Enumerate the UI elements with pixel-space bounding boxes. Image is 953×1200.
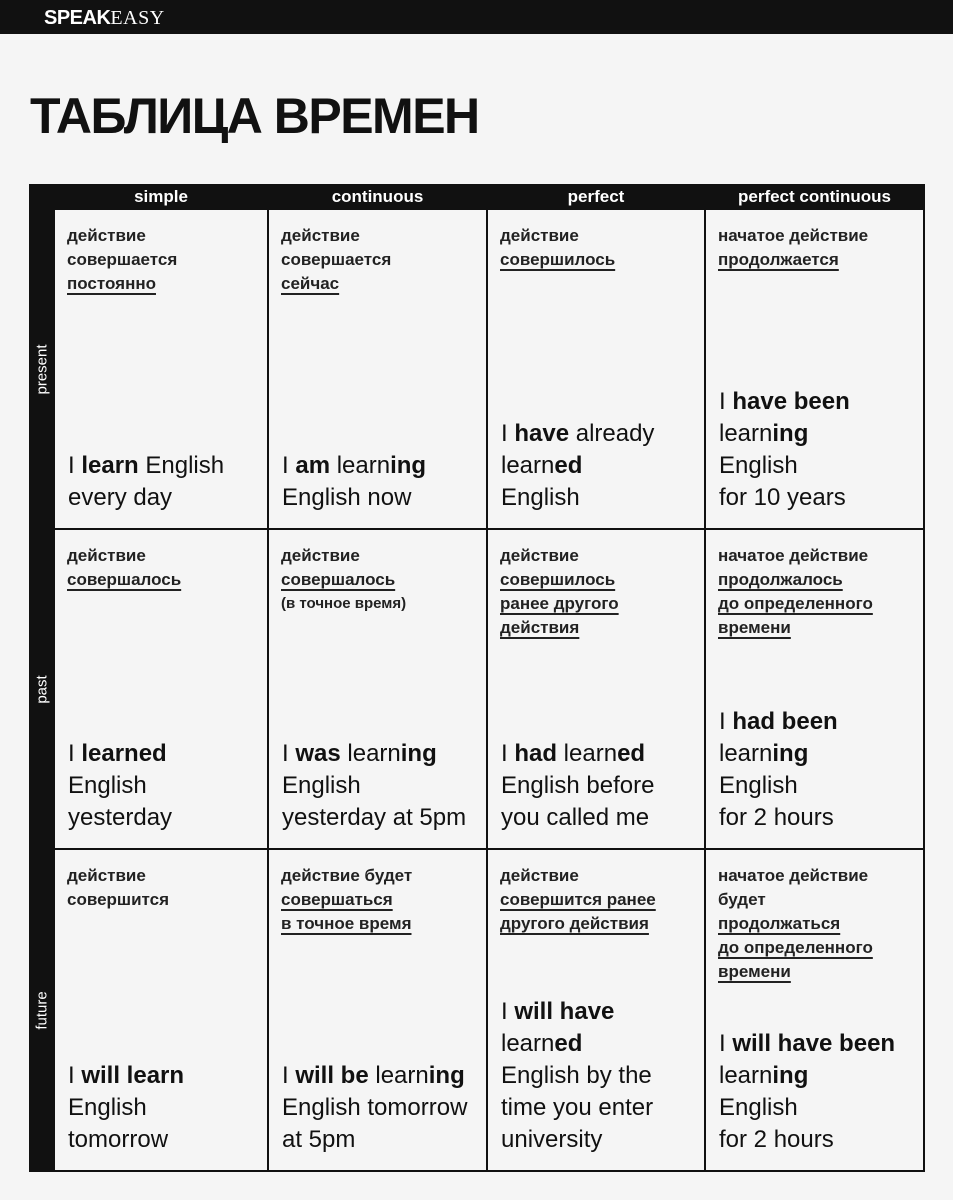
- tenses-table: [29, 184, 925, 1172]
- example-fragment: for 10 years: [719, 484, 846, 511]
- example-line: [501, 482, 700, 514]
- column-header-perfect-continuous: perfect continuous: [737, 187, 891, 206]
- example-bold-fragment: will have been: [732, 1030, 896, 1057]
- tense-description: [281, 864, 480, 936]
- cell-past-continuous: [269, 530, 486, 848]
- example-fragment: I: [282, 740, 296, 767]
- example-sentence: [719, 386, 919, 514]
- example-line: [68, 1092, 263, 1124]
- example-fragment: tomorrow: [68, 1126, 169, 1153]
- example-sentence: [282, 738, 482, 834]
- description-line: в точное время: [281, 914, 412, 933]
- example-line: [719, 1092, 919, 1124]
- description-line: сейчас: [281, 274, 340, 293]
- example-bold-fragment: will learn: [81, 1062, 185, 1089]
- example-line: [501, 1124, 700, 1156]
- description-line: действие: [500, 226, 579, 245]
- example-line: [501, 1092, 700, 1124]
- cell-future-perfect-continuous: [706, 850, 923, 1170]
- example-bold-fragment: ing: [772, 420, 809, 447]
- example-bold-fragment: had: [514, 740, 558, 767]
- tense-description: [718, 864, 917, 984]
- description-line: продолжалось: [718, 570, 843, 589]
- example-bold-fragment: ed: [554, 452, 583, 479]
- cell-future-perfect: [488, 850, 704, 1170]
- example-fragment: English: [719, 452, 798, 479]
- cell-past-perfect-continuous: [706, 530, 923, 848]
- example-bold-fragment: learn: [81, 452, 139, 479]
- example-line: [719, 482, 919, 514]
- description-line: продолжаться: [718, 914, 841, 933]
- example-fragment: I: [68, 1062, 82, 1089]
- example-line: [719, 418, 919, 450]
- example-fragment: English tomorrow: [282, 1094, 468, 1121]
- description-line: действие: [67, 546, 146, 565]
- example-line: [282, 1124, 482, 1156]
- example-fragment: I: [501, 420, 515, 447]
- example-line: [501, 418, 700, 450]
- description-line: времени: [718, 618, 791, 637]
- example-bold-fragment: have: [514, 420, 570, 447]
- example-fragment: learn: [557, 740, 618, 767]
- example-line: [719, 706, 919, 738]
- example-sentence: [282, 1060, 482, 1156]
- cell-present-continuous: [269, 210, 486, 528]
- description-line: совершаться: [281, 890, 393, 909]
- example-line: [282, 738, 482, 770]
- description-line: времени: [718, 962, 791, 981]
- example-line: [282, 1060, 482, 1092]
- example-bold-fragment: ing: [772, 740, 809, 767]
- example-fragment: learn: [501, 1030, 555, 1057]
- example-fragment: university: [501, 1126, 603, 1153]
- example-line: [501, 1060, 700, 1092]
- example-line: [68, 738, 263, 770]
- tense-description: [281, 544, 480, 616]
- description-line: начатое действие: [718, 866, 869, 885]
- example-line: [501, 738, 700, 770]
- example-line: [719, 450, 919, 482]
- description-line: действия: [500, 618, 580, 637]
- example-fragment: I: [719, 708, 733, 735]
- description-line: действие: [67, 226, 146, 245]
- example-fragment: I: [501, 740, 515, 767]
- example-bold-fragment: have been: [732, 388, 850, 415]
- description-line: (в точное время): [281, 595, 407, 612]
- tense-description: [718, 224, 917, 272]
- description-line: действие: [500, 546, 579, 565]
- example-fragment: learn: [340, 740, 401, 767]
- example-line: [68, 450, 263, 482]
- example-line: [719, 802, 919, 834]
- description-line: совершилось: [500, 570, 616, 589]
- example-fragment: for 2 hours: [719, 804, 834, 831]
- description-line: действие: [281, 226, 360, 245]
- example-bold-fragment: ed: [617, 740, 646, 767]
- description-line: действие: [500, 866, 579, 885]
- example-fragment: English: [282, 772, 361, 799]
- example-sentence: [282, 450, 482, 514]
- example-fragment: learn: [330, 452, 391, 479]
- example-line: [68, 770, 263, 802]
- tense-description: [67, 224, 261, 296]
- example-bold-fragment: ing: [390, 452, 427, 479]
- description-line: начатое действие: [718, 546, 869, 565]
- example-line: [719, 1028, 919, 1060]
- description-line: ранее другого: [500, 594, 619, 613]
- example-line: [282, 770, 482, 802]
- example-sentence: [719, 706, 919, 834]
- description-line: действие: [281, 546, 360, 565]
- example-fragment: at 5pm: [282, 1126, 356, 1153]
- example-fragment: I: [282, 452, 296, 479]
- description-line: действие: [67, 866, 146, 885]
- description-line: совершится: [67, 890, 169, 909]
- example-fragment: already: [569, 420, 655, 447]
- example-fragment: time you enter: [501, 1094, 654, 1121]
- description-line: совершится ранее: [500, 890, 656, 909]
- example-sentence: [501, 738, 700, 834]
- example-fragment: I: [282, 1062, 296, 1089]
- example-line: [501, 1028, 700, 1060]
- cell-future-simple: [55, 850, 267, 1170]
- example-fragment: I: [719, 1030, 733, 1057]
- example-line: [501, 450, 700, 482]
- example-fragment: English now: [282, 484, 412, 511]
- brand-logo: SPEAKEASY: [44, 7, 165, 29]
- description-line: продолжается: [718, 250, 839, 269]
- example-fragment: learn: [368, 1062, 429, 1089]
- example-bold-fragment: had been: [732, 708, 838, 735]
- page-title: ТАБЛИЦА ВРЕМЕН: [30, 88, 479, 144]
- row-label-past: past: [33, 674, 51, 704]
- example-line: [501, 802, 700, 834]
- description-line: будет: [718, 890, 766, 909]
- tense-description: [281, 224, 480, 296]
- description-line: до определенного: [718, 938, 873, 957]
- example-line: [68, 802, 263, 834]
- example-sentence: [501, 996, 700, 1156]
- example-fragment: I: [501, 998, 515, 1025]
- example-bold-fragment: will be: [295, 1062, 369, 1089]
- example-fragment: yesterday: [68, 804, 173, 831]
- example-fragment: English: [501, 484, 580, 511]
- example-fragment: learn: [719, 740, 773, 767]
- example-fragment: English: [719, 772, 798, 799]
- tense-description: [500, 224, 698, 272]
- example-fragment: English: [138, 452, 225, 479]
- column-header-simple: simple: [134, 187, 188, 206]
- tense-description: [718, 544, 917, 640]
- cell-past-perfect: [488, 530, 704, 848]
- example-sentence: [68, 1060, 263, 1156]
- example-fragment: English: [68, 772, 147, 799]
- row-label-present: present: [33, 343, 51, 395]
- cell-present-simple: [55, 210, 267, 528]
- example-line: [282, 482, 482, 514]
- example-line: [719, 1060, 919, 1092]
- tense-description: [500, 544, 698, 640]
- example-line: [282, 450, 482, 482]
- example-sentence: [68, 738, 263, 834]
- example-fragment: learn: [719, 1062, 773, 1089]
- example-bold-fragment: ing: [400, 740, 437, 767]
- example-sentence: [68, 450, 263, 514]
- example-fragment: you called me: [501, 804, 650, 831]
- description-line: совершается: [67, 250, 178, 269]
- example-line: [501, 996, 700, 1028]
- example-line: [719, 386, 919, 418]
- example-bold-fragment: ed: [554, 1030, 583, 1057]
- example-bold-fragment: am: [295, 452, 331, 479]
- tense-description: [500, 864, 698, 936]
- example-fragment: I: [68, 740, 82, 767]
- example-line: [68, 1124, 263, 1156]
- example-fragment: I: [719, 388, 733, 415]
- row-label-future: future: [33, 990, 51, 1030]
- cell-present-perfect-continuous: [706, 210, 923, 528]
- example-line: [68, 1060, 263, 1092]
- description-line: действие будет: [281, 866, 413, 885]
- example-fragment: English: [68, 1094, 147, 1121]
- example-fragment: every day: [68, 484, 173, 511]
- example-bold-fragment: ing: [772, 1062, 809, 1089]
- description-line: другого действия: [500, 914, 649, 933]
- example-fragment: English: [719, 1094, 798, 1121]
- cell-present-perfect: [488, 210, 704, 528]
- example-line: [501, 770, 700, 802]
- cell-past-simple: [55, 530, 267, 848]
- example-fragment: for 2 hours: [719, 1126, 834, 1153]
- example-bold-fragment: ing: [428, 1062, 465, 1089]
- example-fragment: yesterday at 5pm: [282, 804, 467, 831]
- example-line: [719, 738, 919, 770]
- example-line: [282, 1092, 482, 1124]
- example-sentence: [719, 1028, 919, 1156]
- example-fragment: English by the: [501, 1062, 652, 1089]
- example-line: [719, 770, 919, 802]
- cell-future-continuous: [269, 850, 486, 1170]
- tense-description: [67, 544, 261, 592]
- description-line: постоянно: [67, 274, 156, 293]
- description-line: совершилось: [500, 250, 616, 269]
- top-bar: [0, 0, 953, 34]
- description-line: совершалось: [281, 570, 396, 589]
- example-bold-fragment: was: [295, 740, 341, 767]
- example-line: [282, 802, 482, 834]
- example-bold-fragment: learned: [81, 740, 167, 767]
- description-line: совершается: [281, 250, 392, 269]
- description-line: совершалось: [67, 570, 182, 589]
- example-fragment: English before: [501, 772, 655, 799]
- description-line: начатое действие: [718, 226, 869, 245]
- column-header-perfect: perfect: [567, 187, 625, 206]
- tense-description: [67, 864, 261, 912]
- example-fragment: I: [68, 452, 82, 479]
- example-fragment: learn: [719, 420, 773, 447]
- example-sentence: [501, 418, 700, 514]
- description-line: до определенного: [718, 594, 873, 613]
- example-line: [68, 482, 263, 514]
- example-fragment: learn: [501, 452, 555, 479]
- example-bold-fragment: will have: [514, 998, 615, 1025]
- example-line: [719, 1124, 919, 1156]
- column-header-continuous: continuous: [331, 187, 424, 206]
